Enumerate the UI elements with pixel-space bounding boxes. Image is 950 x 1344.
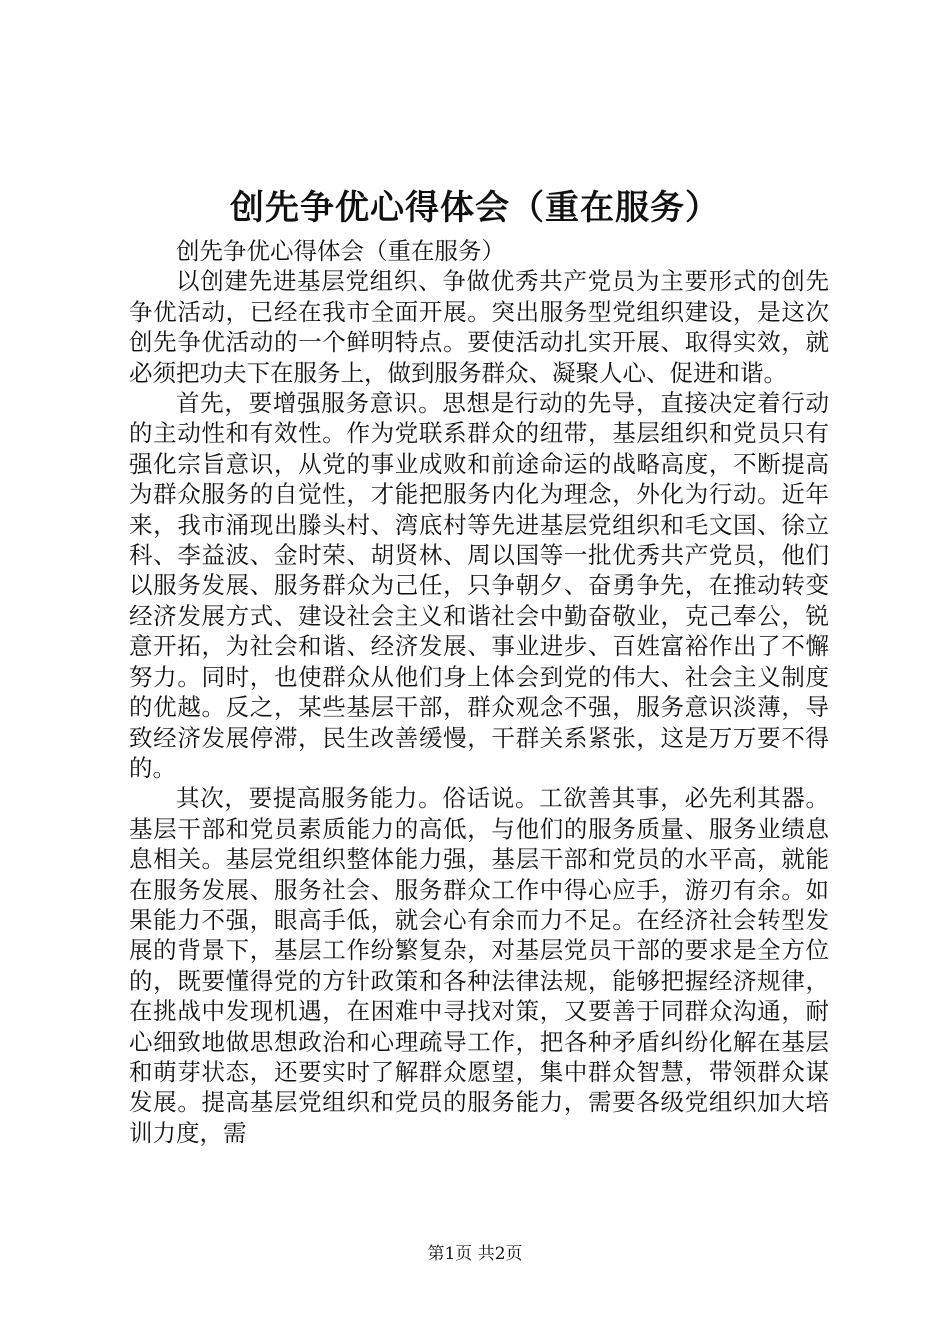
- page-footer: 第1页 共2页: [427, 1244, 523, 1264]
- document-title: 创先争优心得体会（重在服务）: [230, 188, 720, 228]
- paragraph-second: 其次，要提高服务能力。俗话说。工欲善其事，必先利其器。基层干部和党员素质能力的高低，与他们的服务质量、服务业绩息息相关。基层党组织整体能力强，基层干部和党员的水平高，就能在服务发展、服务社会、服务群众工作中得心应手，游刃有余。如果能力不强，眼高手低，就会心有余而力不足。在经济社会转型发展的背景下，基层工作纷繁复杂，对基层党员干部的要求是全方位的，既要懂得党的方针政策和各种法律法规，能够把握经济规律，在挑战中发现机遇，在困难中寻找对策，又要善于同群众沟通，耐心细致地做思想政治和心理疏导工作，把各种矛盾纠纷化解在基层和萌芽状态，还要实时了解群众愿望，集中群众智慧，带领群众谋发展。提高基层党组织和党员的服务能力，需要各级党组织加大培训力度，需: [129, 784, 829, 1147]
- paragraph-subtitle: 创先争优心得体会（重在服务）: [176, 237, 505, 265]
- paragraph-intro: 以创建先进基层党组织、争做优秀共产党员为主要形式的创先争优活动，已经在我市全面开展。突出服务型党组织建设，是这次创先争优活动的一个鲜明特点。要使活动扎实开展、取得实效，就必须把功夫下在服务上，做到服务群众、凝聚人心、促进和谐。: [129, 267, 829, 387]
- paragraph-first: 首先，要增强服务意识。思想是行动的先导，直接决定着行动的主动性和有效性。作为党联系群众的纽带，基层组织和党员只有强化宗旨意识，从党的事业成败和前途命运的战略高度，不断提高为群众服务的自觉性，才能把服务内化为理念，外化为行动。近年来，我市涌现出滕头村、湾底村等先进基层党组织和毛文国、徐立科、李益波、金时荣、胡贤林、周以国等一批优秀共产党员，他们以服务发展、服务群众为己任，只争朝夕、奋勇争先，在推动转变经济发展方式、建设社会主义和谐社会中勤奋敬业，克己奉公，锐意开拓，为社会和谐、经济发展、事业进步、百姓富裕作出了不懈努力。同时，也使群众从他们身上体会到党的伟大、社会主义制度的优越。反之，某些基层干部，群众观念不强，服务意识淡薄，导致经济发展停滞，民生改善缓慢，干群关系紧张，这是万万要不得的。: [129, 389, 829, 782]
- document-body: [129, 236, 829, 1148]
